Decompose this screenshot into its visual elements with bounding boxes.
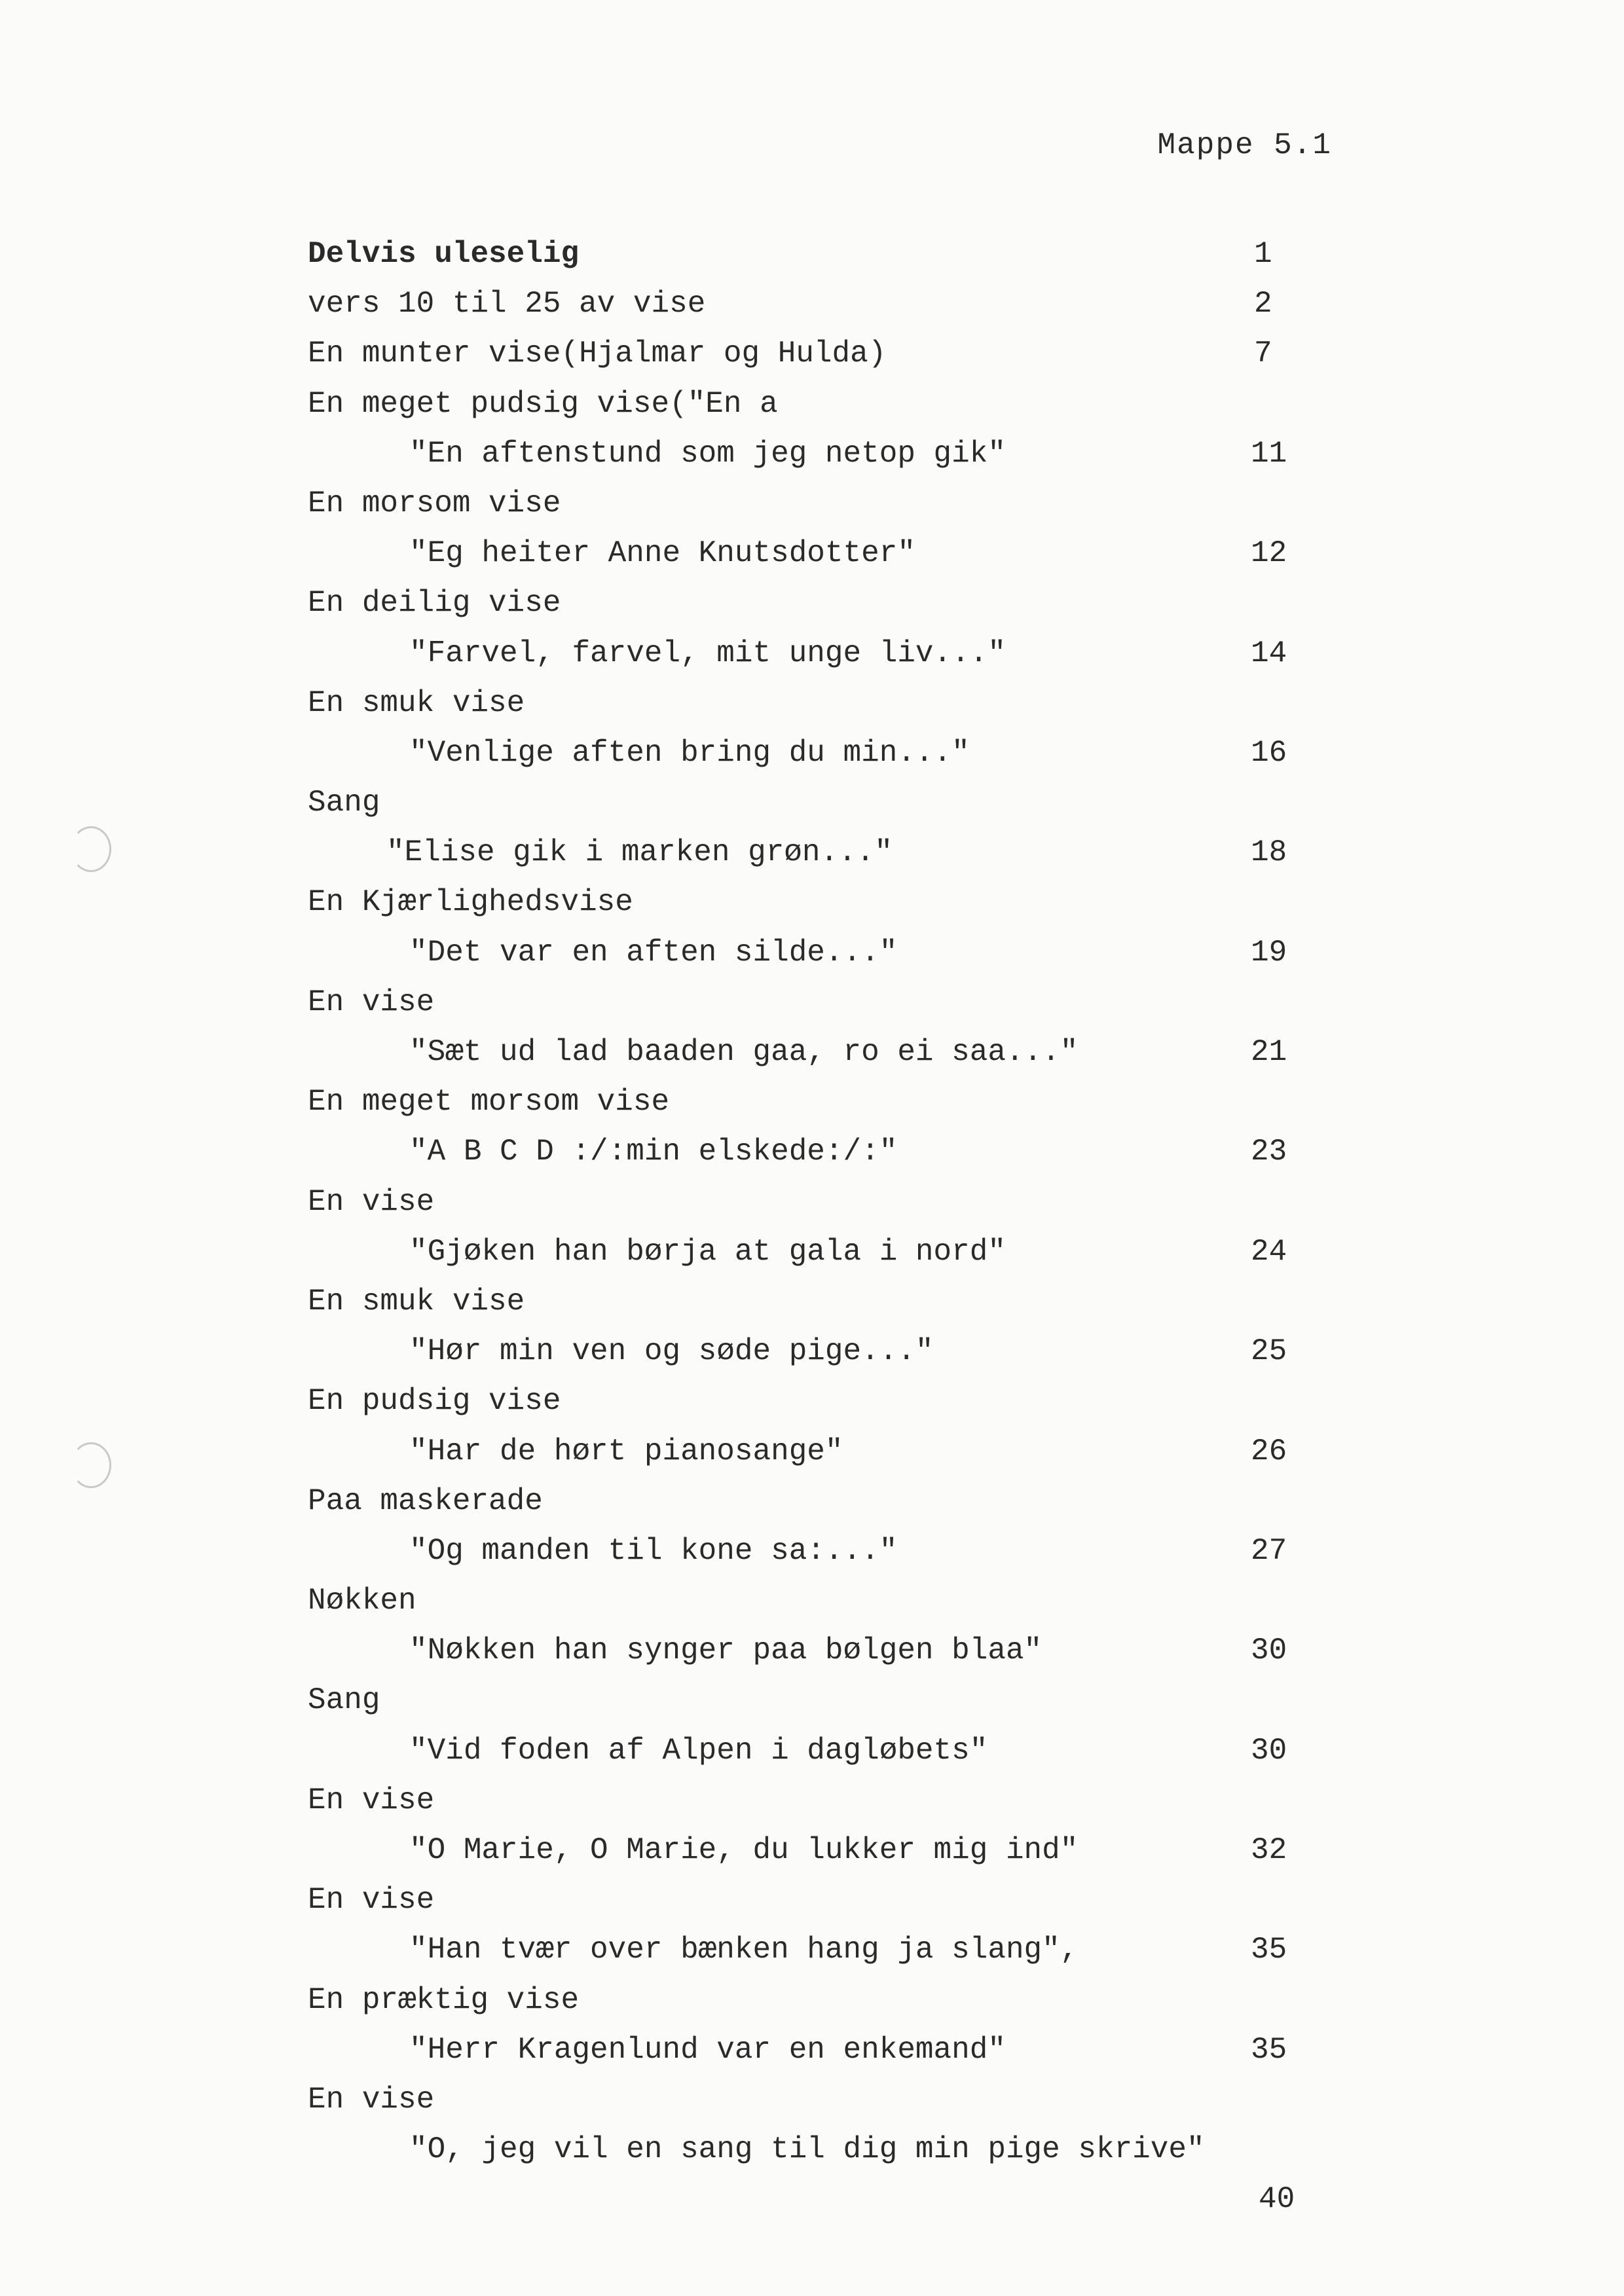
song-title: En smuk vise: [308, 685, 525, 720]
song-title: En Kjærlighedsvise: [308, 885, 633, 920]
toc-entry: [308, 1776, 1303, 1825]
song-title: En munter vise(Hjalmar og Hulda): [308, 337, 887, 371]
toc-entry: [308, 828, 1303, 877]
song-first-line: "Gjøken han børja at gala i nord": [409, 1234, 1006, 1269]
page-number: 30: [1251, 1633, 1287, 1668]
song-title: En vise: [308, 985, 435, 1019]
song-first-line: "A B C D :/:min elskede:/:": [409, 1135, 898, 1169]
song-title: En vise: [308, 1783, 435, 1817]
punch-hole: [71, 826, 111, 872]
page-number: 19: [1251, 935, 1287, 970]
song-title: Nøkken: [308, 1584, 416, 1618]
page-number: 14: [1251, 636, 1287, 670]
song-first-line: "Vid foden af Alpen i dagløbets": [409, 1733, 988, 1768]
song-title: En smuk vise: [308, 1284, 525, 1319]
song-title: En meget morsom vise: [308, 1085, 670, 1120]
page-number: 32: [1251, 1833, 1287, 1867]
toc-entry: [308, 1077, 1303, 1127]
toc-entry: [308, 1427, 1303, 1476]
toc-entry: [308, 928, 1303, 977]
toc-entry: [308, 877, 1303, 927]
song-title: En vise: [308, 1184, 435, 1219]
toc-entry: [308, 678, 1303, 728]
page-number: 2: [1254, 287, 1272, 321]
song-first-line: "Elise gik i marken grøn...": [386, 835, 893, 870]
toc-entry: [308, 2174, 1303, 2224]
toc-entry: [308, 1127, 1303, 1176]
page-number: 30: [1251, 1733, 1287, 1768]
song-first-line: "Farvel, farvel, mit unge liv...": [409, 636, 1006, 670]
page-number: 7: [1254, 337, 1272, 371]
page-number: 25: [1251, 1334, 1287, 1369]
song-first-line: "O, jeg vil en sang til dig min pige skrive": [409, 2132, 1205, 2167]
page-number: 16: [1251, 735, 1287, 770]
toc-entry: [308, 1726, 1303, 1776]
toc-entry: [308, 379, 1303, 429]
toc-entry: [308, 329, 1303, 378]
toc-entry: [308, 728, 1303, 778]
toc-entry: [308, 629, 1303, 678]
page-number: 40: [1259, 2182, 1295, 2217]
page-number: 26: [1251, 1434, 1287, 1468]
toc-entry: [308, 2025, 1303, 2075]
song-first-line: "En aftenstund som jeg netop gik": [409, 436, 1006, 471]
toc-entry: [308, 1227, 1303, 1277]
toc-entry: [308, 1526, 1303, 1576]
song-title: Sang: [308, 1683, 380, 1718]
song-title: Paa maskerade: [308, 1484, 543, 1518]
toc-entry: [308, 1975, 1303, 2025]
toc-entry: [308, 1576, 1303, 1626]
song-first-line: "Han tvær over bænken hang ja slang",: [409, 1933, 1079, 1967]
toc-entry: [308, 229, 1303, 279]
page-number: 23: [1251, 1135, 1287, 1169]
toc-entry: [308, 1027, 1303, 1077]
song-title: En pudsig vise: [308, 1384, 561, 1419]
toc-entry: [308, 578, 1303, 628]
toc-entry: [308, 1277, 1303, 1326]
toc-entry: [308, 429, 1303, 479]
page-number: 11: [1251, 436, 1287, 471]
song-first-line: "Har de hørt pianosange": [409, 1434, 843, 1468]
toc-entry: [308, 1326, 1303, 1376]
song-title: En præktig vise: [308, 1982, 580, 2017]
song-first-line: "Og manden til kone sa:...": [409, 1533, 898, 1568]
toc-entry: [308, 528, 1303, 578]
page-number: 12: [1251, 536, 1287, 571]
song-title: vers 10 til 25 av vise: [308, 287, 706, 321]
toc-entry: [308, 1376, 1303, 1426]
page-number: 35: [1251, 1933, 1287, 1967]
toc-entry: [308, 1177, 1303, 1227]
song-first-line: "Det var en aften silde...": [409, 935, 898, 970]
song-title: En morsom vise: [308, 486, 561, 520]
toc-entry: [308, 1476, 1303, 1526]
page-number: 1: [1254, 237, 1272, 271]
page-number: 27: [1251, 1533, 1287, 1568]
toc-entry: [308, 279, 1303, 329]
toc-entry: [308, 1875, 1303, 1925]
song-title: En vise: [308, 1883, 435, 1918]
page-number: 24: [1251, 1234, 1287, 1269]
song-title: En vise: [308, 2082, 435, 2117]
punch-hole: [71, 1442, 111, 1488]
toc-entry: [308, 2124, 1303, 2174]
page-number: 35: [1251, 2032, 1287, 2067]
toc-entry: [308, 2075, 1303, 2124]
song-first-line: "Venlige aften bring du min...": [409, 735, 970, 770]
toc-entry: [308, 479, 1303, 528]
song-first-line: "Sæt ud lad baaden gaa, ro ei saa...": [409, 1035, 1079, 1069]
toc-entry: [308, 977, 1303, 1027]
toc-entry: [308, 1675, 1303, 1725]
toc-entry: [308, 778, 1303, 828]
toc-entry: [308, 1626, 1303, 1675]
page-number: 21: [1251, 1035, 1287, 1069]
song-first-line: "Eg heiter Anne Knutsdotter": [409, 536, 915, 571]
folder-label: Mappe 5.1: [1157, 128, 1332, 162]
table-of-contents: [308, 229, 1303, 2225]
song-first-line: "Hør min ven og søde pige...": [409, 1334, 934, 1369]
page-number: 18: [1251, 835, 1287, 870]
song-title: En deilig vise: [308, 586, 561, 621]
song-title: En meget pudsig vise("En a: [308, 386, 778, 421]
song-first-line: "O Marie, O Marie, du lukker mig ind": [409, 1833, 1079, 1867]
song-first-line: "Nøkken han synger paa bølgen blaa": [409, 1633, 1043, 1668]
toc-entry: [308, 1825, 1303, 1875]
song-title: Delvis uleselig: [308, 237, 580, 271]
song-first-line: "Herr Kragenlund var en enkemand": [409, 2032, 1006, 2067]
toc-entry: [308, 1925, 1303, 1975]
song-title: Sang: [308, 786, 380, 820]
